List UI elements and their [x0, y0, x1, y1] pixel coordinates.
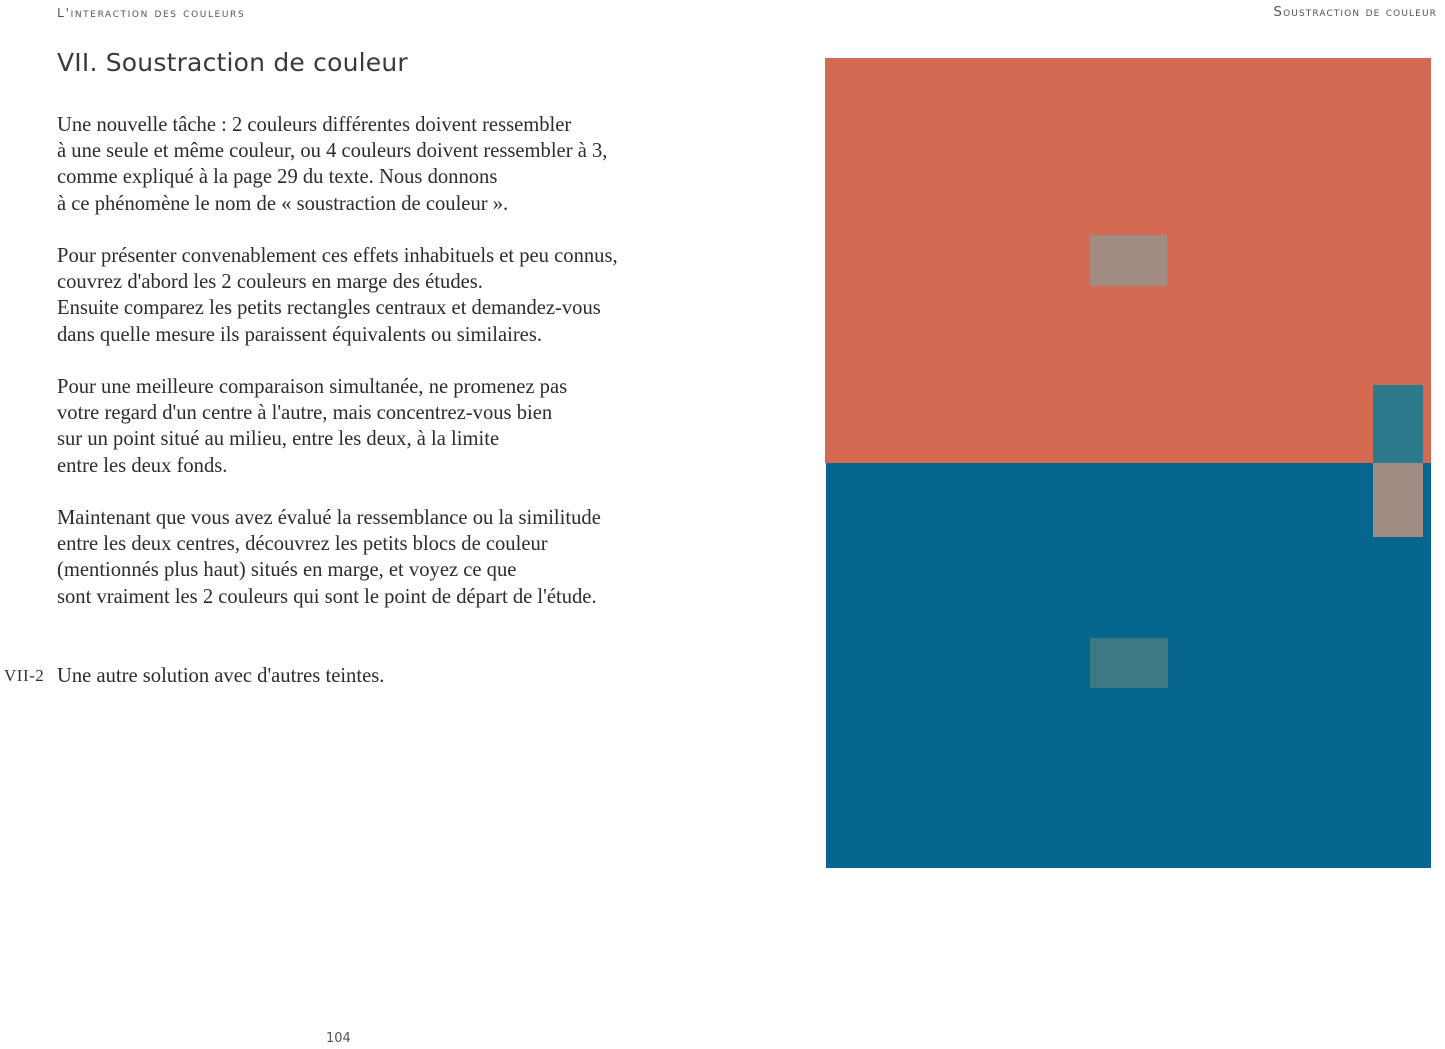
text-line: entre les deux fonds.: [57, 454, 228, 477]
text-line: Pour présenter convenablement ces effets inhabituels et peu connus,: [57, 245, 618, 267]
text-line: entre les deux centres, découvrez les petits blocs de couleur: [57, 533, 548, 556]
text-line: à une seule et même couleur, ou 4 couleurs doivent ressembler à 3,: [57, 140, 608, 163]
text-line: (mentionnés plus haut) situés en marge, et voyez ce que: [57, 559, 517, 582]
text-line: Maintenant que vous avez évalué la ressemblance ou la similitude: [57, 507, 601, 529]
upper-ground: [825, 58, 1431, 463]
paragraph-4: [57, 505, 717, 610]
lower-center-rectangle: [1090, 638, 1168, 688]
text-line: sont vraiment les 2 couleurs qui sont le point de départ de l'étude.: [57, 585, 597, 608]
text-line: sur un point situé au milieu, entre les deux, à la limite: [57, 428, 500, 451]
running-title-right: Soustraction de couleur: [1273, 4, 1437, 20]
text-line: couvrez d'abord les 2 couleurs en marge des études.: [57, 271, 483, 294]
text-line: dans quelle mesure ils paraissent équivalents ou similaires.: [57, 323, 542, 346]
text-line: Ensuite comparez les petits rectangles centraux et demandez-vous: [57, 297, 601, 320]
margin-sample-teal: [1373, 385, 1423, 463]
text-line: Une nouvelle tâche : 2 couleurs différentes doivent ressembler: [57, 114, 572, 136]
running-title-left: L'interaction des couleurs: [57, 5, 246, 20]
paragraph-3: [57, 374, 717, 479]
text-line: votre regard d'un centre à l'autre, mais concentrez-vous bien: [57, 402, 553, 425]
paragraph-2: [57, 243, 717, 348]
paragraph-1: [57, 112, 717, 217]
section-title: VII. Soustraction de couleur: [57, 48, 408, 77]
exercise-caption: Une autre solution avec d'autres teintes.: [57, 665, 385, 687]
text-line: comme expliqué à la page 29 du texte. Nous donnons: [57, 166, 498, 189]
upper-center-rectangle: [1090, 235, 1167, 286]
exercise-number: VII-2: [4, 666, 45, 685]
text-line: Pour une meilleure comparaison simultanée, ne promenez pas: [57, 376, 568, 398]
page-number: 104: [326, 1031, 351, 1046]
text-line: à ce phénomène le nom de « soustraction de couleur ».: [57, 192, 509, 215]
lower-ground: [826, 463, 1431, 868]
margin-sample-gray: [1373, 463, 1423, 537]
body-text: [57, 112, 717, 636]
